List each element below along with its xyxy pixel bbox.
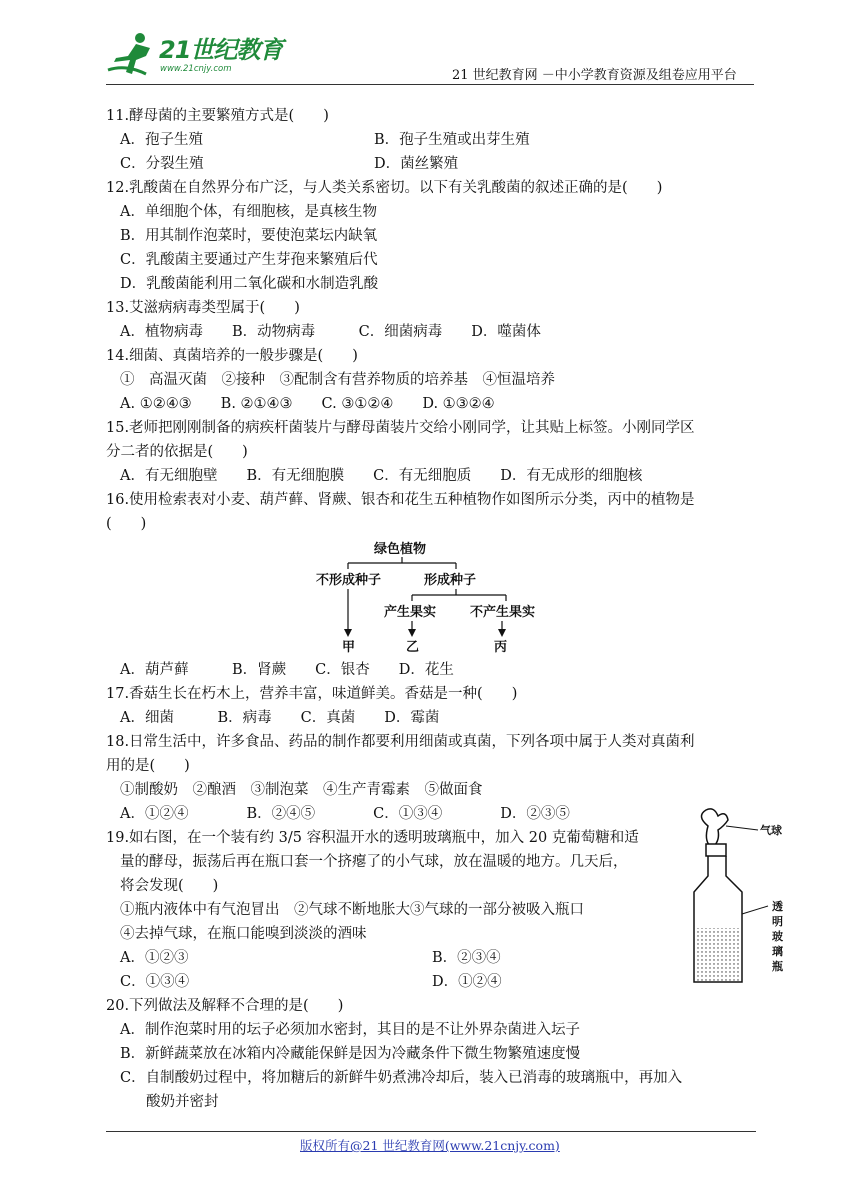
footer-divider — [106, 1131, 756, 1132]
question-16: 16.使用检索表对小麦、葫芦藓、肾蕨、银杏和花生五种植物作如图所示分类，丙中的植物是 — [106, 492, 695, 508]
question-15-cont: 分二者的依据是( ) — [106, 444, 248, 460]
header-divider — [106, 84, 754, 85]
platform-title: 21 世纪教育网 －中小学教育资源及组卷应用平台 — [452, 68, 737, 83]
option-b: B．②③④ — [432, 950, 501, 966]
option-a: A．制作泡菜时用的坛子必须加水密封，其目的是不让外界杂菌进入坛子 — [120, 1022, 580, 1038]
options-13: A．植物病毒 B．动物病毒 C．细菌病毒 D．噬菌体 — [120, 324, 541, 340]
logo-url: www.21cnjy.com — [160, 64, 232, 74]
option-b: B．新鲜蔬菜放在冰箱内冷藏能保鲜是因为冷藏条件下微生物繁殖速度慢 — [120, 1046, 581, 1062]
items-19-cont: ④去掉气球，在瓶口能嗅到淡淡的酒味 — [120, 926, 367, 942]
bottle-diagram — [680, 806, 790, 986]
option-d: D．菌丝繁殖 — [374, 156, 459, 172]
options-17: A．细菌 B．病毒 C．真菌 D．霉菌 — [120, 710, 440, 726]
question-19-cont2: 将会发现( ) — [120, 878, 219, 894]
option-b: B．用其制作泡菜时，要使泡菜坛内缺氧 — [120, 228, 378, 244]
option-a: A．①②③ — [120, 950, 189, 966]
question-11: 11.酵母菌的主要繁殖方式是( ) — [106, 108, 329, 124]
option-c: C．①③④ — [120, 974, 190, 990]
bottle-label-3: 玻 — [772, 930, 783, 943]
option-c: C．自制酸奶过程中，将加糖后的新鲜牛奶煮沸冷却后，装入已消毒的玻璃瓶中，再加入 — [120, 1070, 683, 1086]
question-15: 15.老师把刚刚制备的病疾杆菌装片与酵母菌装片交给小刚同学，让其贴上标签。小刚同学区 — [106, 420, 695, 436]
tree-jia: 甲 — [342, 640, 356, 655]
tree-bing: 丙 — [494, 640, 508, 655]
question-19-cont: 量的酵母，振荡后再在瓶口套一个挤瘪了的小气球，放在温暖的地方。几天后， — [120, 854, 628, 870]
tree-no-fruit: 不产生果实 — [470, 605, 536, 620]
question-16-cont: ( ) — [106, 516, 147, 532]
option-b: B．孢子生殖或出芽生殖 — [374, 132, 530, 148]
options-18: A．①②④ B．②④⑤ C．①③④ D．②③⑤ — [120, 806, 570, 822]
tree-yi: 乙 — [406, 640, 420, 655]
option-a: A．单细胞个体，有细胞核，是真核生物 — [120, 204, 377, 220]
balloon-label: 气球 — [760, 824, 782, 837]
tree-root: 绿色植物 — [374, 542, 427, 557]
options-16: A．葫芦藓 B．肾蕨 C．银杏 D．花生 — [120, 662, 454, 678]
tree-no-seed: 不形成种子 — [316, 573, 382, 588]
question-12: 12.乳酸菌在自然界分布广泛，与人类关系密切。以下有关乳酸菌的叙述正确的是( ) — [106, 180, 663, 196]
bottle-label-4: 璃 — [772, 945, 783, 958]
options-14: A. ①②④③ B. ②①④③ C. ③①②④ D. ①③②④ — [120, 396, 495, 412]
bottle-label-2: 明 — [772, 915, 783, 928]
runner-logo-icon — [106, 30, 160, 80]
question-20: 20.下列做法及解释不合理的是( ) — [106, 998, 344, 1014]
option-c-cont: 酸奶并密封 — [146, 1094, 219, 1110]
items-18: ①制酸奶 ②酿酒 ③制泡菜 ④生产青霉素 ⑤做面食 — [120, 782, 483, 798]
logo — [106, 30, 286, 82]
options-15: A．有无细胞壁 B．有无细胞膜 C．有无细胞质 D．有无成形的细胞核 — [120, 468, 643, 484]
option-d: D．①②④ — [432, 974, 502, 990]
copyright-link[interactable]: 版权所有@21 世纪教育网(www.21cnjy.com) — [300, 1138, 560, 1153]
question-19: 19.如右图，在一个装有约 3/5 容积温开水的透明玻璃瓶中，加入 20 克葡萄糖和适 — [106, 830, 639, 846]
tree-seed: 形成种子 — [424, 573, 477, 588]
bottle-label-5: 瓶 — [772, 960, 783, 973]
option-c: C．乳酸菌主要通过产生芽孢来繁殖后代 — [120, 252, 378, 268]
option-a: A．孢子生殖 — [120, 132, 203, 148]
question-13: 13.艾滋病病毒类型属于( ) — [106, 300, 300, 316]
question-18-cont: 用的是( ) — [106, 758, 190, 774]
bottle-label-1: 透 — [772, 900, 783, 913]
tree-fruit: 产生果实 — [384, 605, 437, 620]
steps-14: ① 高温灭菌 ②接种 ③配制含有营养物质的培养基 ④恒温培养 — [120, 372, 555, 388]
question-18: 18.日常生活中，许多食品、药品的制作都要利用细菌或真菌，下列各项中属于人类对真菌利 — [106, 734, 695, 750]
logo-text: 21世纪教育 — [159, 36, 283, 64]
classification-tree-diagram — [300, 537, 560, 657]
question-14: 14.细菌、真菌培养的一般步骤是( ) — [106, 348, 358, 364]
items-19: ①瓶内液体中有气泡冒出 ②气球不断地胀大③气球的一部分被吸入瓶口 — [120, 902, 584, 918]
option-c: C．分裂生殖 — [120, 156, 204, 172]
option-d: D．乳酸菌能利用二氧化碳和水制造乳酸 — [120, 276, 379, 292]
question-17: 17.香菇生长在朽木上，营养丰富，味道鲜美。香菇是一种( ) — [106, 686, 518, 702]
